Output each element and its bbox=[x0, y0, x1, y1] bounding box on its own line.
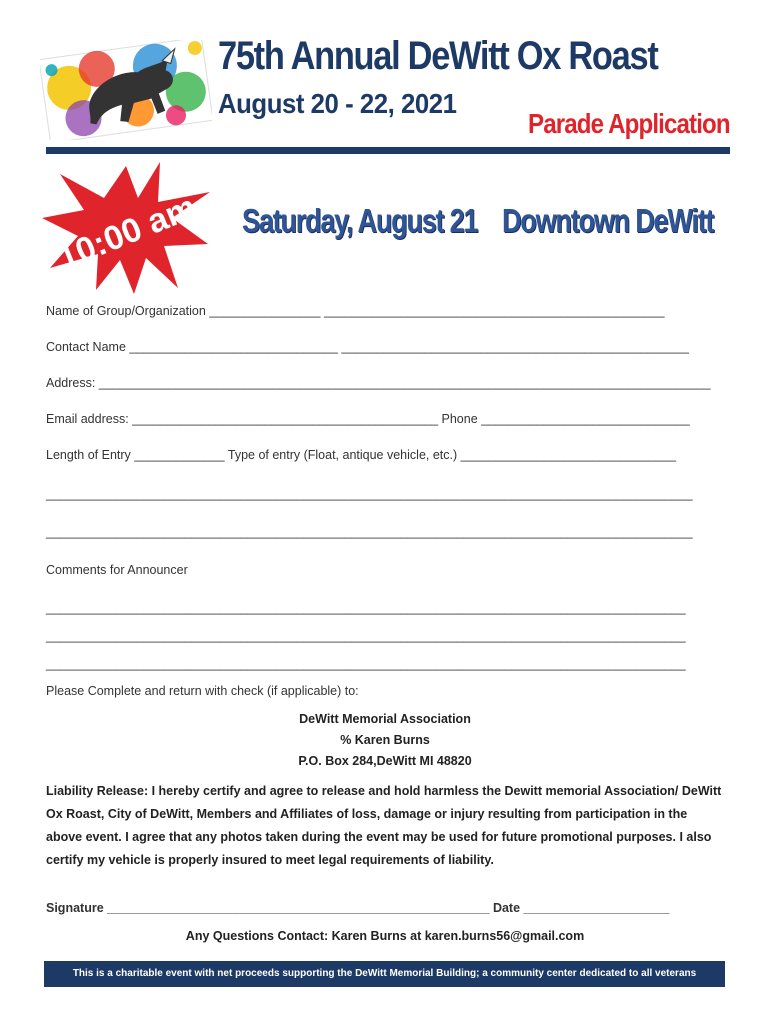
return-org: DeWitt Memorial Association bbox=[299, 712, 471, 726]
return-address: P.O. Box 284,DeWitt MI 48820 bbox=[298, 754, 472, 768]
comment-line[interactable]: ____________________________________________________________________________________________ bbox=[46, 629, 686, 643]
time-starburst bbox=[40, 160, 212, 296]
comment-line[interactable]: ____________________________________________________________________________________________ bbox=[46, 657, 686, 671]
contact-line: Any Questions Contact: Karen Burns at karen.burns56@gmail.com bbox=[185, 929, 585, 943]
comments-label: Comments for Announcer bbox=[46, 563, 188, 577]
comment-line[interactable]: ____________________________________________________________________________________________ bbox=[46, 601, 686, 615]
footer-banner: This is a charitable event with net proceeds supporting the DeWitt Memorial Building; a community center dedicated to all veterans bbox=[44, 961, 725, 987]
address-field[interactable]: Address: ________________________________________________________________________________________ bbox=[46, 376, 711, 390]
liability-release: Liability Release: I hereby certify and agree to release and hold harmless the Dewitt memorial Association/ DeWitt Ox Roast, City of DeWitt, Members and Affiliates of loss, damage or injury resulting from participation in the above event. I agree that any photos taken during the event may be used for future promotional purposes. I also certify my vehicle is properly insured to meet legal requirements of liability. bbox=[46, 784, 722, 867]
event-title: 75th Annual DeWitt Ox Roast bbox=[218, 34, 658, 78]
event-day: Saturday, August 21 bbox=[242, 202, 478, 239]
blank-line[interactable]: _____________________________________________________________________________________________ bbox=[46, 487, 693, 501]
group-name-field[interactable]: Name of Group/Organization ________________ _________________________________________________ bbox=[46, 304, 665, 318]
contact-name-field[interactable]: Contact Name ______________________________ __________________________________________________ bbox=[46, 340, 689, 354]
ox-roast-logo bbox=[40, 40, 212, 140]
email-phone-field[interactable]: Email address: ____________________________________________ Phone ______________________________ bbox=[46, 412, 690, 426]
event-time: 10:00 am bbox=[52, 187, 202, 278]
header-divider bbox=[46, 147, 730, 154]
return-attn: % Karen Burns bbox=[340, 733, 430, 747]
blank-line[interactable]: _____________________________________________________________________________________________ bbox=[46, 525, 693, 539]
signature-date-field[interactable]: Signature _______________________________________________________ Date _____________________ bbox=[46, 901, 670, 915]
event-dates: August 20 - 22, 2021 bbox=[218, 88, 457, 119]
length-type-field[interactable]: Length of Entry _____________ Type of entry (Float, antique vehicle, etc.) _______________________________ bbox=[46, 448, 677, 462]
event-location: Downtown DeWitt bbox=[502, 202, 714, 239]
form-title: Parade Application bbox=[528, 108, 730, 139]
return-instruction: Please Complete and return with check (if applicable) to: bbox=[46, 684, 359, 698]
